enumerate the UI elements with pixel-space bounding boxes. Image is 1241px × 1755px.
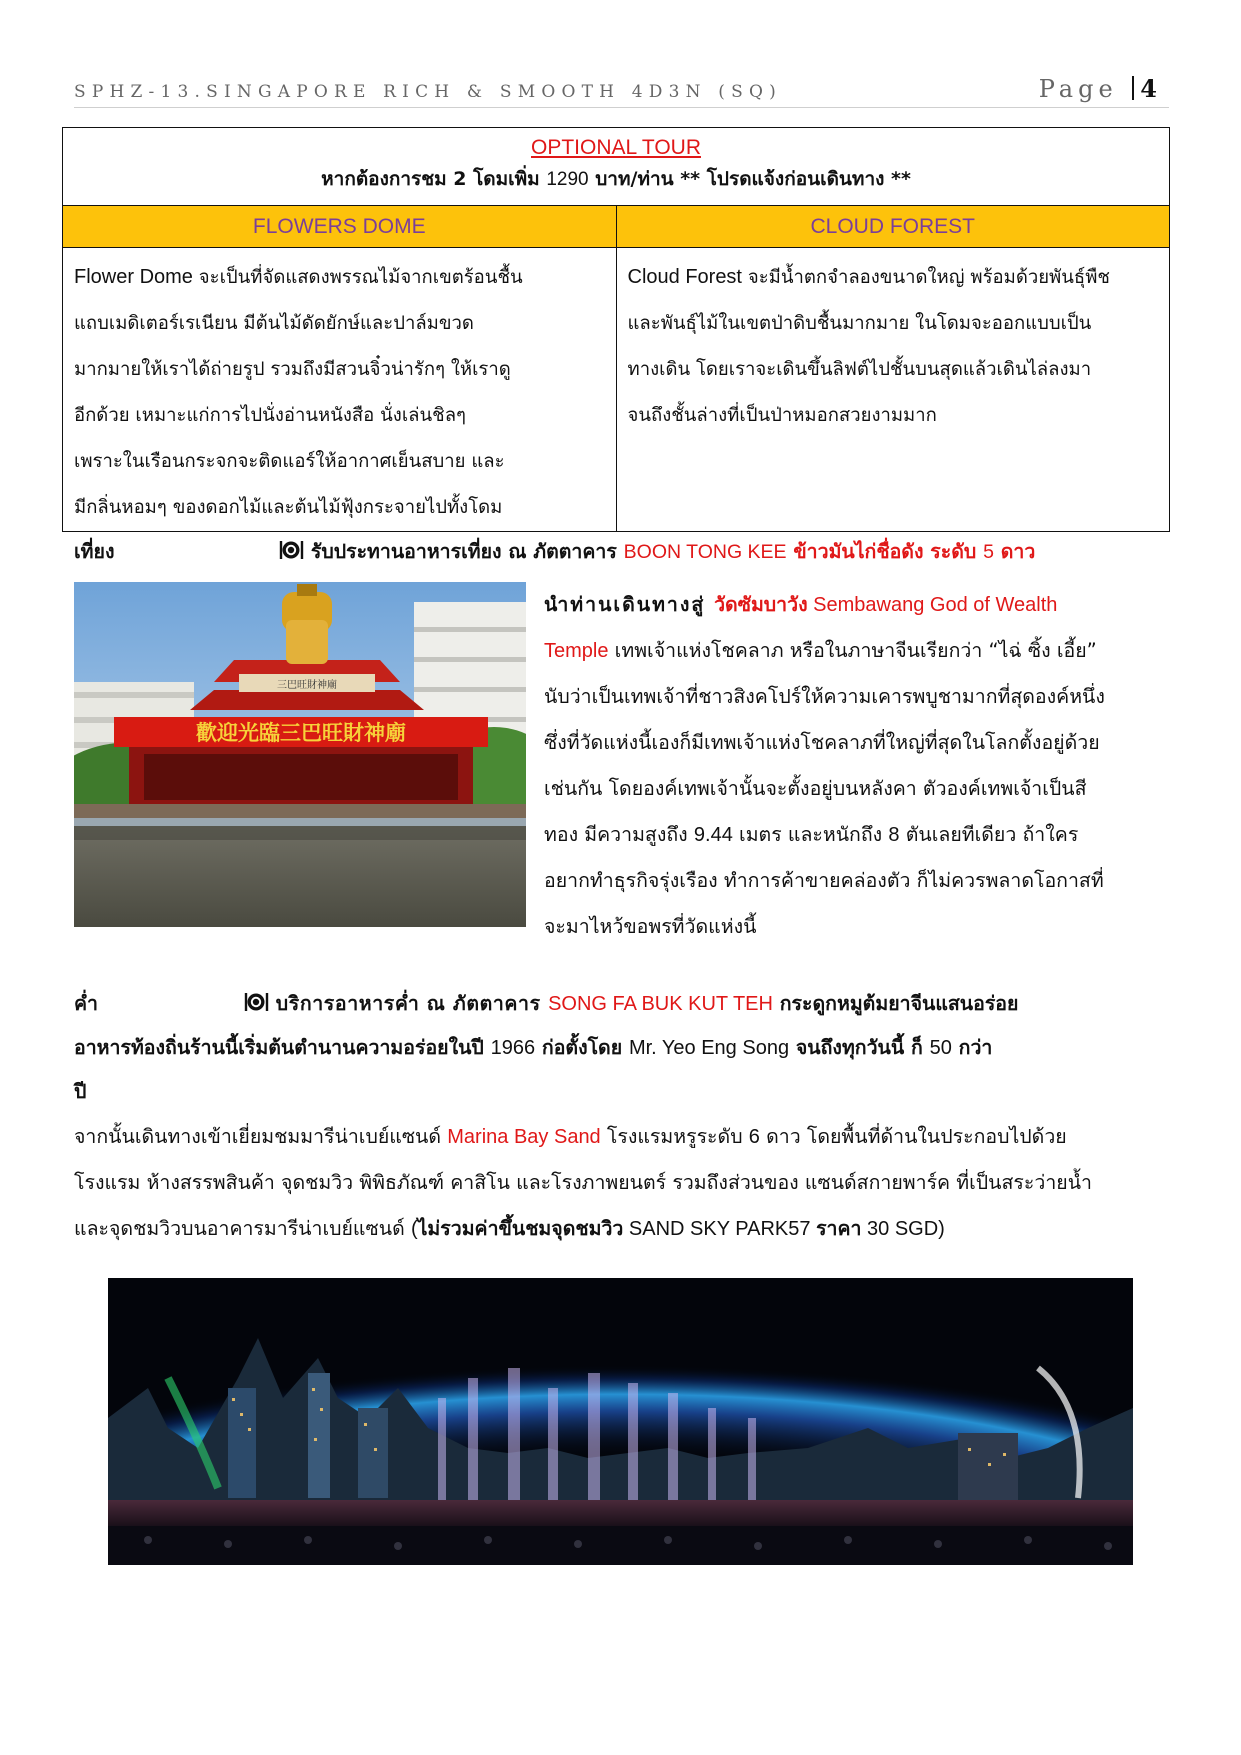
temple-text-line: เทพเจ้าแห่งโชคลาภ หรือในภาษาจีนเรียกว่า “ไฉ่ ซิ้ง เอี้ย” (608, 639, 1097, 662)
dinner-text: ปี (74, 1080, 87, 1103)
description-lead: Cloud Forest (627, 266, 742, 288)
dinner-text: ก่อตั้งโดย (535, 1036, 629, 1059)
marina-price: 30 SGD) (861, 1218, 945, 1240)
description-line: จนถึงชั้นล่างที่เป็นป่าหมอกสวยงามมาก (627, 405, 937, 426)
marina-skypark: SAND SKY PARK57 (623, 1218, 817, 1240)
temple-photo (74, 582, 526, 927)
marina-bay-illustration (108, 1278, 1133, 1565)
dinner-label: ค่ำ (74, 992, 98, 1015)
page-number-label (1039, 74, 1157, 103)
optional-tour-table (62, 127, 1170, 532)
subtitle-text: หากต้องการชม 2 โดมเพิ่ม (321, 168, 540, 190)
temple-text-line: เมตร และหนักถึง (732, 823, 889, 846)
temple-intro: นำท่านเดินทางสู่ (544, 593, 715, 616)
optional-tour-subtitle (63, 162, 1169, 197)
page-label: Page (1038, 75, 1118, 103)
description-line: และพันธุ์ไม้ในเขตป่าดิบชื้นมากมาย ในโดมจะออกแบบเป็น (627, 313, 1092, 334)
meal-icon (278, 539, 304, 561)
description-line: มีกลิ่นหอมๆ ของดอกไม้และต้นไม้ฟุ้งกระจายไปทั้งโดม (74, 497, 503, 518)
dinner-text: จนถึงทุกวันนี้ ก็ (789, 1036, 930, 1059)
dinner-text: กว่า (951, 1036, 993, 1059)
subtitle-price: 1290 (546, 169, 589, 190)
lunch-highlight: ข้าวมันไก่ชื่อดัง ระดับ (786, 540, 984, 563)
flowers-dome-heading: FLOWERS DOME (63, 206, 617, 248)
temple-plaque-text: 三巴旺財神廟 (277, 680, 337, 691)
temple-text-line: ตันเลยทีเดียว ถ้าใคร (899, 823, 1079, 846)
dinner-text: อาหารท้องถิ่นร้านนี้เริ่มต้นตำนานความอร่อยในปี (74, 1036, 491, 1059)
dinner-text: กระดูกหมูต้มยาจีนแสนอร่อย (772, 992, 1019, 1015)
temple-text-line: ทอง มีความสูงถึง (544, 823, 694, 846)
optional-tour-heading (63, 128, 1170, 206)
marina-price-label: ราคา (816, 1217, 862, 1240)
temple-description (544, 582, 1105, 950)
optional-tour-title: OPTIONAL TOUR (531, 136, 701, 159)
temple-text-line: อยากทำธุรกิจรุ่งเรือง ทำการค้าขายคล่องตัว ก็ไม่ควรพลาดโอกาสที่ (544, 869, 1104, 892)
description-line: จะมีน้ำตกจำลองขนาดใหญ่ พร้อมด้วยพันธุ์พืช (742, 267, 1110, 288)
page-number: 4 (1140, 74, 1157, 103)
dinner-years: 50 (929, 1037, 952, 1059)
temple-sign-text: 歡迎光臨三巴旺財神廟 (196, 721, 406, 745)
page-header (74, 74, 1169, 108)
marina-text: จากนั้นเดินทางเข้าเยี่ยมชมมารีน่าเบย์แซนด์ (74, 1125, 448, 1148)
description-line: อีกด้วย เหมาะแก่การไปนั่งอ่านหนังสือ นั่งเล่นชิลๆ (74, 405, 466, 426)
temple-text-line: จะมาไหว้ขอพรที่วัดแห่งนี้ (544, 915, 757, 938)
temple-text-line: เช่นกัน โดยองค์เทพเจ้านั้นจะตั้งอยู่บนหลังคา ตัวองค์เทพเจ้าเป็นสี (544, 777, 1087, 800)
cloud-forest-description (616, 248, 1170, 532)
lunch-stars-unit: ดาว (993, 540, 1036, 563)
marina-stars: 6 (748, 1126, 760, 1148)
subtitle-note: บาท/ท่าน ** โปรดแจ้งก่อนเดินทาง ** (595, 168, 911, 190)
marina-text: โรงแรมหรูระดับ (600, 1125, 749, 1148)
description-line: มากมายให้เราได้ถ่ายรูป รวมถึงมีสวนจิ๋วน่ารักๆ ให้เราดู (74, 359, 511, 380)
marina-text: ดาว โดยพื้นที่ด้านในประกอบไปด้วย (759, 1125, 1067, 1148)
marina-text: ( (410, 1218, 418, 1240)
description-lead: Flower Dome (74, 266, 193, 288)
marina-bay-description (74, 1114, 1169, 1252)
marina-text: โรงแรม ห้างสรรพสินค้า จุดชมวิว พิพิธภัณฑ์ คาสิโน และโรงภาพยนตร์ รวมถึงส่วนของ แซนด์สกายพาร์ค ที่เป็นสระว่ายน้ำ (74, 1171, 1092, 1194)
lunch-label: เที่ยง (74, 540, 115, 563)
temple-height: 9.44 (693, 824, 733, 846)
dinner-section (74, 982, 1169, 1113)
meal-icon (243, 991, 269, 1013)
lunch-restaurant: BOON TONG KEE (623, 541, 787, 563)
dinner-restaurant: SONG FA BUK KUT TEH (548, 993, 773, 1015)
dinner-founder: Mr. Yeo Eng Song (628, 1037, 790, 1059)
marina-bay-night-photo (108, 1278, 1133, 1565)
marina-text: และจุดชมวิวบนอาคารมารีน่าเบย์แซนด์ (74, 1217, 411, 1240)
lunch-text: รับประทานอาหารเที่ยง ณ ภัตตาคาร (310, 540, 624, 563)
temple-name-thai: วัดซัมบาวัง (714, 593, 808, 616)
dinner-year: 1966 (490, 1037, 536, 1059)
page-separator (1132, 76, 1134, 100)
marina-note: ไม่รวมค่าขึ้นชมจุดชมวิว (417, 1217, 624, 1240)
description-line: เพราะในเรือนกระจกจะติดแอร์ให้อากาศเย็นสบาย และ (74, 451, 505, 472)
temple-text-line: ซึ่งที่วัดแห่งนี้เองก็มีเทพเจ้าแห่งโชคลาภที่ใหญ่ที่สุดในโลกตั้งอยู่ด้วย (544, 731, 1100, 754)
marina-name: Marina Bay Sand (447, 1126, 601, 1148)
temple-text-line: นับว่าเป็นเทพเจ้าที่ชาวสิงคโปร์ให้ความเคารพบูชามากที่สุดองค์หนึ่ง (544, 685, 1105, 708)
description-line: ทางเดิน โดยเราจะเดินขึ้นลิฟต์ไปชั้นบนสุดแล้วเดินไล่ลงมา (627, 359, 1092, 380)
cloud-forest-heading: CLOUD FOREST (616, 206, 1170, 248)
flowers-dome-description (63, 248, 617, 532)
lunch-row (74, 536, 1035, 567)
dinner-text: บริการอาหารค่ำ ณ ภัตตาคาร (275, 992, 549, 1015)
temple-name-english-cont: Temple (544, 640, 609, 662)
temple-weight: 8 (888, 824, 900, 846)
document-title: SPHZ-13.SINGAPORE RICH & SMOOTH 4D3N (SQ) (74, 82, 782, 102)
description-line: จะเป็นที่จัดแสดงพรรณไม้จากเขตร้อนชื้น (192, 267, 523, 288)
lunch-stars: 5 (983, 541, 994, 563)
temple-name-english: Sembawang God of Wealth (807, 594, 1058, 616)
temple-photo-illustration (74, 582, 526, 927)
description-line: แถบเมดิเตอร์เรเนียน มีต้นไม้ดัดยักษ์และปาล์มขวด (74, 313, 474, 334)
